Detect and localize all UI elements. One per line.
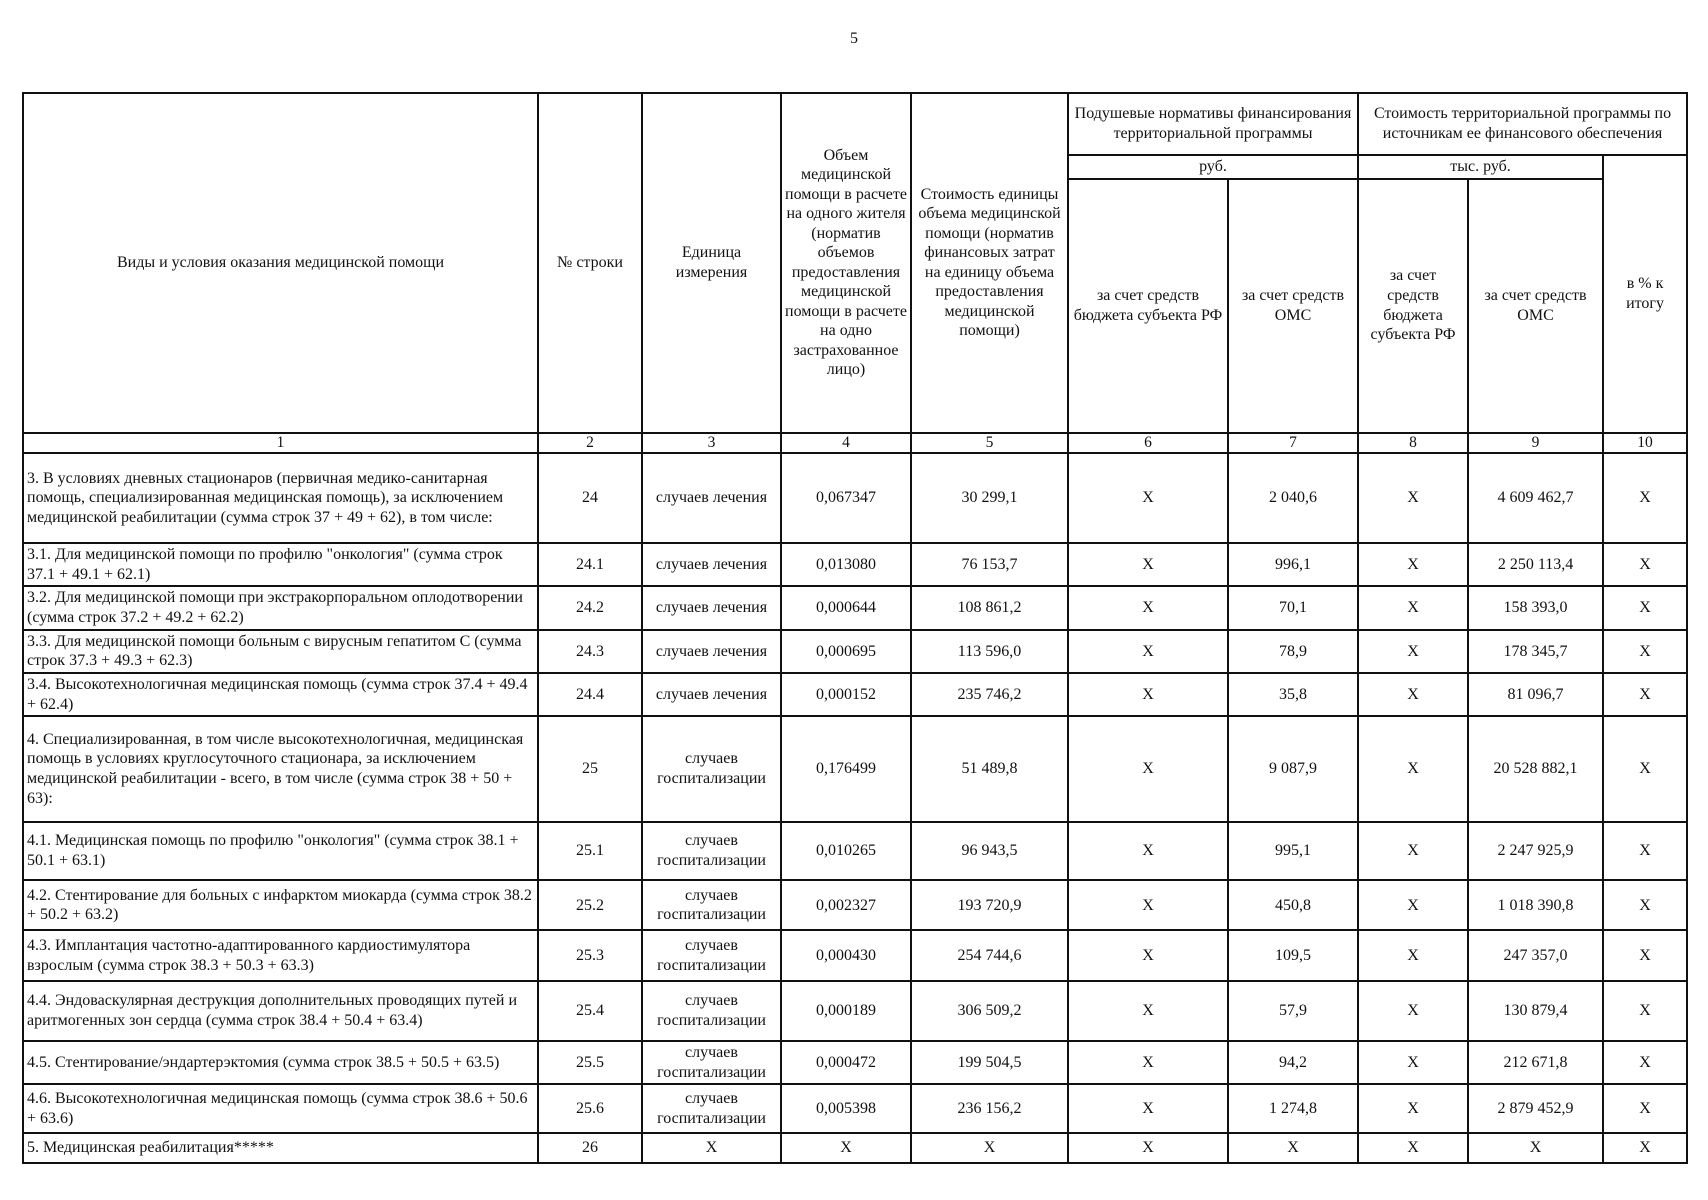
row-oms-per-capita: 35,8 — [1228, 673, 1358, 716]
column-number: 5 — [911, 433, 1068, 453]
row-line-number: 25.3 — [538, 930, 642, 980]
row-oms-per-capita: 57,9 — [1228, 981, 1358, 1041]
row-unit-cost: 51 489,8 — [911, 716, 1068, 822]
row-budget-rf-cost: X — [1358, 1084, 1468, 1132]
row-line-number: 24.1 — [538, 543, 642, 586]
row-percent: X — [1603, 586, 1687, 629]
row-unit-cost: 254 744,6 — [911, 930, 1068, 980]
row-budget-rf-cost: X — [1358, 1133, 1468, 1163]
row-budget-rf-cost: X — [1358, 716, 1468, 822]
column-number: 7 — [1228, 433, 1358, 453]
row-name: 3.1. Для медицинской помощи по профилю "онкология" (сумма строк 37.1 + 49.1 + 62.1) — [23, 543, 538, 586]
row-volume: 0,002327 — [781, 880, 911, 930]
column-number: 9 — [1468, 433, 1603, 453]
row-unit: случаев госпитализации — [642, 981, 781, 1041]
row-percent: X — [1603, 630, 1687, 673]
header-percent: в % к итогу — [1603, 155, 1687, 433]
column-number: 1 — [23, 433, 538, 453]
row-name: 5. Медицинская реабилитация***** — [23, 1133, 538, 1163]
row-budget-rf-per-capita: X — [1068, 822, 1228, 880]
row-unit-cost: 193 720,9 — [911, 880, 1068, 930]
row-percent: X — [1603, 716, 1687, 822]
row-line-number: 24.2 — [538, 586, 642, 629]
table-row — [23, 586, 1687, 629]
column-numbers-row — [23, 433, 1687, 453]
table-row — [23, 716, 1687, 822]
row-line-number: 24.4 — [538, 673, 642, 716]
row-budget-rf-per-capita: X — [1068, 630, 1228, 673]
row-name: 4.6. Высокотехнологичная медицинская помощь (сумма строк 38.6 + 50.6 + 63.6) — [23, 1084, 538, 1132]
row-volume: 0,005398 — [781, 1084, 911, 1132]
row-unit-cost: 30 299,1 — [911, 453, 1068, 544]
header-budget-rf-cost: за счет средств бюджета субъекта РФ — [1358, 179, 1468, 433]
row-percent: X — [1603, 981, 1687, 1041]
row-oms-cost: 178 345,7 — [1468, 630, 1603, 673]
header-program-cost-currency: тыс. руб. — [1358, 155, 1603, 179]
row-unit: случаев госпитализации — [642, 880, 781, 930]
row-unit: случаев лечения — [642, 673, 781, 716]
header-per-capita-currency: руб. — [1068, 155, 1358, 179]
header-kinds: Виды и условия оказания медицинской помощи — [23, 93, 538, 433]
row-unit: случаев госпитализации — [642, 930, 781, 980]
column-number: 6 — [1068, 433, 1228, 453]
row-budget-rf-cost: X — [1358, 453, 1468, 544]
row-percent: X — [1603, 880, 1687, 930]
row-percent: X — [1603, 1133, 1687, 1163]
row-oms-cost: 130 879,4 — [1468, 981, 1603, 1041]
row-oms-cost: 81 096,7 — [1468, 673, 1603, 716]
row-oms-cost: 2 250 113,4 — [1468, 543, 1603, 586]
table-row — [23, 673, 1687, 716]
row-line-number: 25.2 — [538, 880, 642, 930]
header-oms-cost: за счет средств ОМС — [1468, 179, 1603, 433]
row-name: 3.2. Для медицинской помощи при экстракорпоральном оплодотворении (сумма строк 37.2 + 49.2 + 62.2) — [23, 586, 538, 629]
row-oms-cost: 212 671,8 — [1468, 1041, 1603, 1084]
row-unit-cost: 236 156,2 — [911, 1084, 1068, 1132]
row-oms-cost: X — [1468, 1133, 1603, 1163]
row-unit: случаев госпитализации — [642, 1041, 781, 1084]
table-row — [23, 453, 1687, 544]
row-oms-per-capita: 995,1 — [1228, 822, 1358, 880]
table-row — [23, 981, 1687, 1041]
row-percent: X — [1603, 453, 1687, 544]
row-percent: X — [1603, 1041, 1687, 1084]
page-number: 5 — [850, 30, 858, 47]
row-volume: 0,010265 — [781, 822, 911, 880]
row-oms-cost: 1 018 390,8 — [1468, 880, 1603, 930]
column-number: 3 — [642, 433, 781, 453]
row-oms-per-capita: 1 274,8 — [1228, 1084, 1358, 1132]
row-line-number: 25.1 — [538, 822, 642, 880]
row-percent: X — [1603, 822, 1687, 880]
row-unit: случаев лечения — [642, 586, 781, 629]
row-unit: случаев лечения — [642, 453, 781, 544]
row-oms-per-capita: 2 040,6 — [1228, 453, 1358, 544]
row-volume: 0,000695 — [781, 630, 911, 673]
row-oms-per-capita: 450,8 — [1228, 880, 1358, 930]
table-row — [23, 930, 1687, 980]
row-budget-rf-per-capita: X — [1068, 1133, 1228, 1163]
header-row-number: № строки — [538, 93, 642, 433]
row-budget-rf-per-capita: X — [1068, 543, 1228, 586]
row-budget-rf-per-capita: X — [1068, 930, 1228, 980]
row-name: 4.4. Эндоваскулярная деструкция дополнительных проводящих путей и аритмогенных зон сердца (сумма строк 38.4 + 50.4 + 63.4) — [23, 981, 538, 1041]
row-line-number: 24.3 — [538, 630, 642, 673]
table-row — [23, 630, 1687, 673]
row-unit: случаев госпитализации — [642, 1084, 781, 1132]
row-unit: случаев лечения — [642, 543, 781, 586]
row-name: 4. Специализированная, в том числе высокотехнологичная, медицинская помощь в условиях круглосуточного стационара, за исключением медицинской реабилитации - всего, в том числе (сумма строк 38 + 50 + 63): — [23, 716, 538, 822]
row-oms-per-capita: 78,9 — [1228, 630, 1358, 673]
row-volume: X — [781, 1133, 911, 1163]
row-volume: 0,176499 — [781, 716, 911, 822]
row-line-number: 25.6 — [538, 1084, 642, 1132]
row-unit-cost: 235 746,2 — [911, 673, 1068, 716]
row-percent: X — [1603, 543, 1687, 586]
table-row — [23, 1084, 1687, 1132]
row-volume: 0,000430 — [781, 930, 911, 980]
row-name: 3.4. Высокотехнологичная медицинская помощь (сумма строк 37.4 + 49.4 + 62.4) — [23, 673, 538, 716]
row-budget-rf-cost: X — [1358, 673, 1468, 716]
column-number: 2 — [538, 433, 642, 453]
financing-norms-table — [22, 92, 1688, 1164]
row-line-number: 25.4 — [538, 981, 642, 1041]
row-volume: 0,000189 — [781, 981, 911, 1041]
row-unit: случаев лечения — [642, 630, 781, 673]
row-oms-cost: 247 357,0 — [1468, 930, 1603, 980]
row-line-number: 24 — [538, 453, 642, 544]
row-oms-per-capita: 70,1 — [1228, 586, 1358, 629]
row-budget-rf-per-capita: X — [1068, 1041, 1228, 1084]
table-row — [23, 822, 1687, 880]
row-name: 4.3. Имплантация частотно-адаптированного кардиостимулятора взрослым (сумма строк 38.3 + 50.3 + 63.3) — [23, 930, 538, 980]
row-name: 3.3. Для медицинской помощи больным с вирусным гепатитом С (сумма строк 37.3 + 49.3 + 62.3) — [23, 630, 538, 673]
row-unit-cost: 96 943,5 — [911, 822, 1068, 880]
row-oms-per-capita: X — [1228, 1133, 1358, 1163]
header-unit-cost: Стоимость единицы объема медицинской помощи (норматив финансовых затрат на единицу объема предоставления медицинской помощи) — [911, 93, 1068, 433]
header-per-capita-group: Подушевые нормативы финансирования территориальной программы — [1068, 93, 1358, 155]
row-budget-rf-per-capita: X — [1068, 716, 1228, 822]
row-oms-per-capita: 9 087,9 — [1228, 716, 1358, 822]
row-unit-cost: 199 504,5 — [911, 1041, 1068, 1084]
row-unit: случаев госпитализации — [642, 822, 781, 880]
row-unit-cost: 113 596,0 — [911, 630, 1068, 673]
row-budget-rf-per-capita: X — [1068, 880, 1228, 930]
row-budget-rf-cost: X — [1358, 981, 1468, 1041]
row-line-number: 26 — [538, 1133, 642, 1163]
row-budget-rf-per-capita: X — [1068, 586, 1228, 629]
row-budget-rf-cost: X — [1358, 630, 1468, 673]
row-budget-rf-cost: X — [1358, 586, 1468, 629]
row-budget-rf-cost: X — [1358, 822, 1468, 880]
row-unit-cost: 76 153,7 — [911, 543, 1068, 586]
row-name: 4.2. Стентирование для больных с инфарктом миокарда (сумма строк 38.2 + 50.2 + 63.2) — [23, 880, 538, 930]
row-line-number: 25 — [538, 716, 642, 822]
row-unit-cost: 306 509,2 — [911, 981, 1068, 1041]
row-oms-cost: 4 609 462,7 — [1468, 453, 1603, 544]
row-budget-rf-cost: X — [1358, 543, 1468, 586]
row-volume: 0,000472 — [781, 1041, 911, 1084]
row-oms-cost: 158 393,0 — [1468, 586, 1603, 629]
row-oms-per-capita: 109,5 — [1228, 930, 1358, 980]
header-budget-rf-per-capita: за счет средств бюджета субъекта РФ — [1068, 179, 1228, 433]
row-budget-rf-per-capita: X — [1068, 673, 1228, 716]
row-volume: 0,000644 — [781, 586, 911, 629]
row-budget-rf-per-capita: X — [1068, 1084, 1228, 1132]
row-percent: X — [1603, 673, 1687, 716]
table-row — [23, 543, 1687, 586]
row-percent: X — [1603, 1084, 1687, 1132]
row-volume: 0,000152 — [781, 673, 911, 716]
row-percent: X — [1603, 930, 1687, 980]
row-budget-rf-cost: X — [1358, 880, 1468, 930]
column-number: 8 — [1358, 433, 1468, 453]
row-name: 4.5. Стентирование/эндартерэктомия (сумма строк 38.5 + 50.5 + 63.5) — [23, 1041, 538, 1084]
row-name: 3. В условиях дневных стационаров (первичная медико-санитарная помощь, специализированная медицинская помощь), за исключением медицинской реабилитации (сумма строк 37 + 49 + 62), в том числе: — [23, 453, 538, 544]
row-budget-rf-cost: X — [1358, 1041, 1468, 1084]
table-row — [23, 880, 1687, 930]
header-oms-per-capita: за счет средств ОМС — [1228, 179, 1358, 433]
row-oms-per-capita: 94,2 — [1228, 1041, 1358, 1084]
row-line-number: 25.5 — [538, 1041, 642, 1084]
row-oms-per-capita: 996,1 — [1228, 543, 1358, 586]
row-unit-cost: X — [911, 1133, 1068, 1163]
row-name: 4.1. Медицинская помощь по профилю "онкология" (сумма строк 38.1 + 50.1 + 63.1) — [23, 822, 538, 880]
row-unit: случаев госпитализации — [642, 716, 781, 822]
row-oms-cost: 20 528 882,1 — [1468, 716, 1603, 822]
table-row — [23, 1041, 1687, 1084]
header-unit: Единица измерения — [642, 93, 781, 433]
row-volume: 0,067347 — [781, 453, 911, 544]
row-volume: 0,013080 — [781, 543, 911, 586]
row-budget-rf-cost: X — [1358, 930, 1468, 980]
header-volume: Объем медицинской помощи в расчете на одного жителя (норматив объемов предоставления медицинской помощи в расчете на одно застрахованное лицо) — [781, 93, 911, 433]
row-unit: X — [642, 1133, 781, 1163]
row-budget-rf-per-capita: X — [1068, 981, 1228, 1041]
table-row — [23, 1133, 1687, 1163]
row-oms-cost: 2 879 452,9 — [1468, 1084, 1603, 1132]
column-number: 4 — [781, 433, 911, 453]
header-program-cost-group: Стоимость территориальной программы по источникам ее финансового обеспечения — [1358, 93, 1687, 155]
row-unit-cost: 108 861,2 — [911, 586, 1068, 629]
row-oms-cost: 2 247 925,9 — [1468, 822, 1603, 880]
column-number: 10 — [1603, 433, 1687, 453]
row-budget-rf-per-capita: X — [1068, 453, 1228, 544]
